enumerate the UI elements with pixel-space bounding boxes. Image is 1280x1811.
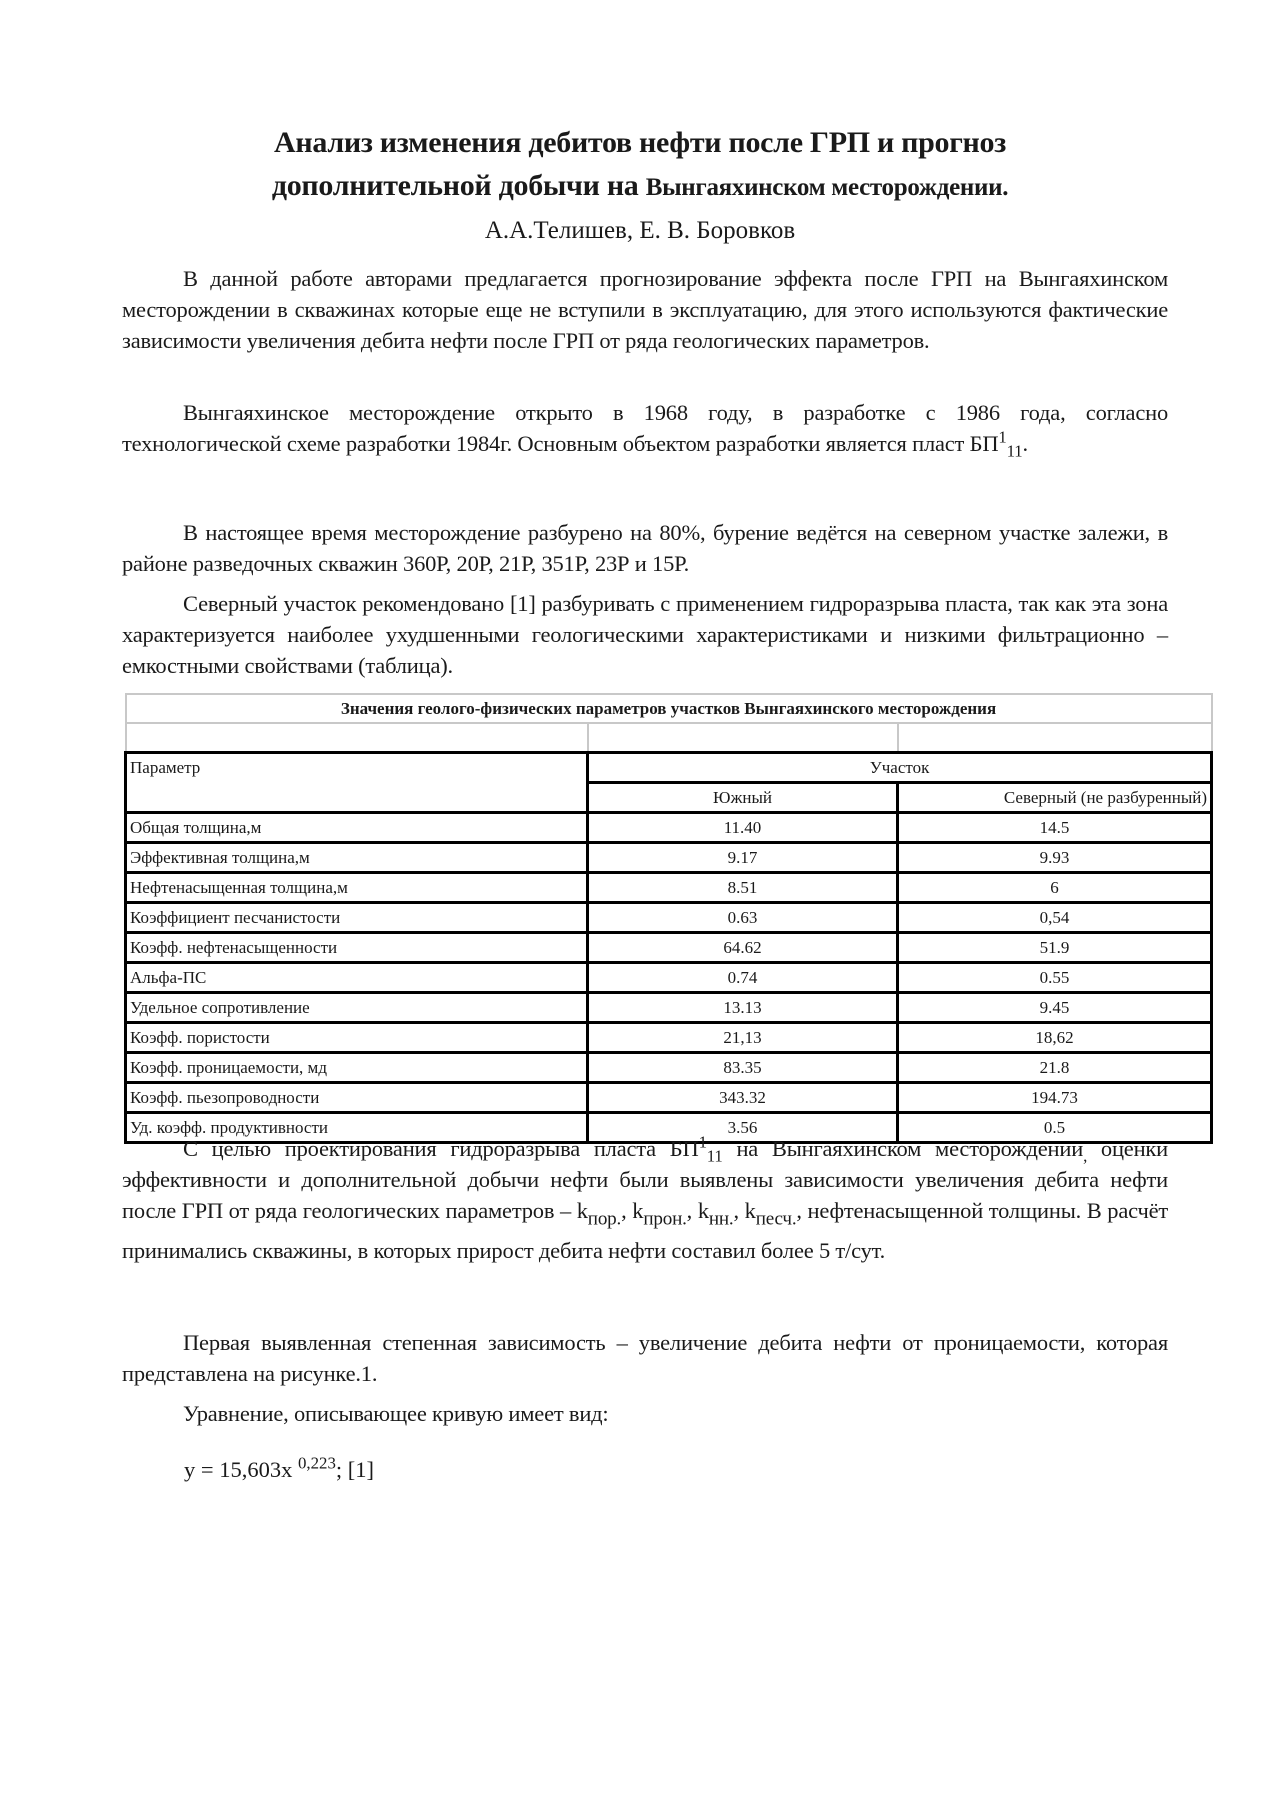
title-field-name: Вынгаяхинском месторождении. [645,174,1009,201]
paragraph-drilling-status [122,517,1168,579]
text-part: оценки эффективности и дополнительной добычи нефти были выявлены зависимости увеличения дебита нефти после ГРП от ряда геологических параметров – k [122,1136,1168,1223]
text-part: на Вынгаяхинском месторождении [722,1136,1084,1161]
paragraph-history [122,397,1168,459]
param-cell: Удельное сопротивление [126,993,588,1023]
table-blank-row [126,723,1212,753]
north-value-cell: 0.55 [898,963,1212,993]
table-caption-row [126,694,1212,723]
south-value-cell: 64.62 [588,933,898,963]
table-row [126,933,1212,963]
paragraph-history-text: Вынгаяхинское месторождение открыто в 1968 году, в разработке с 1986 года, согласно технологической схеме разработки 1984г. Основным объектом разработки является пласт БП [122,400,1168,456]
param-cell: Нефтенасыщенная толщина,м [126,873,588,903]
authors: А.А.Телишев, Е. В. Боровков [484,217,796,244]
equation-reference: ; [1] [335,1457,375,1482]
k-sand-subscript: песч. [755,1208,797,1230]
table-row [126,813,1212,843]
param-cell: Уд. коэфф. продуктивности [126,1113,588,1143]
north-value-cell: 9.45 [898,993,1212,1023]
table-row [126,993,1212,1023]
layer-superscript: 1 [698,1132,707,1152]
paragraph-intro [122,263,1168,356]
equation-lhs: y = 15,603x [184,1457,298,1482]
period: . [1022,431,1028,456]
north-value-cell: 0.5 [898,1113,1212,1143]
header-south: Южный [588,783,898,813]
north-value-cell: 0,54 [898,903,1212,933]
south-value-cell: 13.13 [588,993,898,1023]
param-cell: Коэфф. пористости [126,1023,588,1053]
south-value-cell: 8.51 [588,873,898,903]
header-parameter: Параметр [126,753,588,813]
south-value-cell: 0.74 [588,963,898,993]
paragraph-equation-intro [122,1398,1168,1429]
text-part: , k [621,1198,644,1223]
k-permeability-subscript: прон. [643,1208,687,1230]
table-row [126,903,1212,933]
paragraph-north-section-text: Северный участок рекомендовано [1] разбуривать с применением гидроразрыва пласта, так как эта зона характеризуется наиболее ухудшенными геологическими характеристиками и низкими фильтрационно – емкостными свойствами (таблица). [122,591,1168,678]
south-value-cell: 11.40 [588,813,898,843]
layer-superscript: 1 [998,427,1007,447]
north-value-cell: 6 [898,873,1212,903]
paper-title-line-2 [0,166,1280,208]
text-part: , k [733,1198,756,1223]
south-value-cell: 83.35 [588,1053,898,1083]
north-value-cell: 51.9 [898,933,1212,963]
layer-subscript: 11 [1006,441,1023,461]
paper-title-line-1: Анализ изменения дебитов нефти после ГРП и прогноз [274,126,1006,159]
paragraph-first-dependency-text: Первая выявленная степенная зависимость – увеличение дебита нефти от проницаемости, которая представлена на рисунке.1. [122,1330,1168,1386]
table-row [126,1023,1212,1053]
table-row [126,843,1212,873]
parameters-table-container [124,693,1210,1144]
param-cell: Коэфф. пьезопроводности [126,1083,588,1113]
text-part: , нефтенасыщенной толщины. В расчёт принимались скважины, в которых прирост дебита нефти составил более 5 т/сут. [122,1198,1168,1263]
k-oil-saturation-subscript: нн. [708,1208,734,1230]
parameters-table [124,693,1213,1144]
north-value-cell: 14.5 [898,813,1212,843]
paragraph-intro-text: В данной работе авторами предлагается прогнозирование эффекта после ГРП на Вынгаяхинском месторождении в скважинах которые еще не вступили в эксплуатацию, для этого используются фактические зависимости увеличения дебита нефти после ГРП от ряда геологических параметров. [122,266,1168,353]
paragraph-first-dependency [122,1327,1168,1389]
south-value-cell: 9.17 [588,843,898,873]
paragraph-north-section [122,588,1168,681]
south-value-cell: 3.56 [588,1113,898,1143]
north-value-cell: 194.73 [898,1083,1212,1113]
header-section: Участок [588,753,1212,783]
param-cell: Коэфф. нефтенасыщенности [126,933,588,963]
layer-subscript: 11 [706,1146,723,1166]
table-header-row [126,753,1212,783]
south-value-cell: 343.32 [588,1083,898,1113]
north-value-cell: 18,62 [898,1023,1212,1053]
param-cell: Эффективная толщина,м [126,843,588,873]
subscript-comma: , [1083,1146,1088,1166]
text-part: С целью проектирования гидроразрыва пласта БП [183,1136,699,1161]
text-part: , k [686,1198,709,1223]
table-row [126,873,1212,903]
k-porosity-subscript: пор. [587,1208,622,1230]
north-value-cell: 21.8 [898,1053,1212,1083]
south-value-cell: 0.63 [588,903,898,933]
table-body [126,813,1212,1143]
table-row [126,1083,1212,1113]
title-bold-part: дополнительной добычи на [271,169,646,202]
south-value-cell: 21,13 [588,1023,898,1053]
equation [184,1454,374,1485]
param-cell: Общая толщина,м [126,813,588,843]
paragraph-drilling-status-text: В настоящее время месторождение разбурено на 80%, бурение ведётся на северном участке залежи, в районе разведочных скважин 360Р, 20Р, 21Р, 351Р, 23Р и 15Р. [122,520,1168,576]
table-row [126,963,1212,993]
header-north: Северный (не разбуренный) [898,783,1212,813]
paragraph-equation-intro-text: Уравнение, описывающее кривую имеет вид: [183,1401,609,1426]
table-caption: Значения геолого-физических параметров участков Вынгаяхинского месторождения [126,694,1212,723]
table-row [126,1053,1212,1083]
equation-exponent: 0,223 [297,1453,336,1473]
param-cell: Альфа-ПС [126,963,588,993]
paragraph-hydrofrac-purpose [122,1133,1168,1266]
param-cell: Коэффициент песчанистости [126,903,588,933]
param-cell: Коэфф. проницаемости, мд [126,1053,588,1083]
north-value-cell: 9.93 [898,843,1212,873]
